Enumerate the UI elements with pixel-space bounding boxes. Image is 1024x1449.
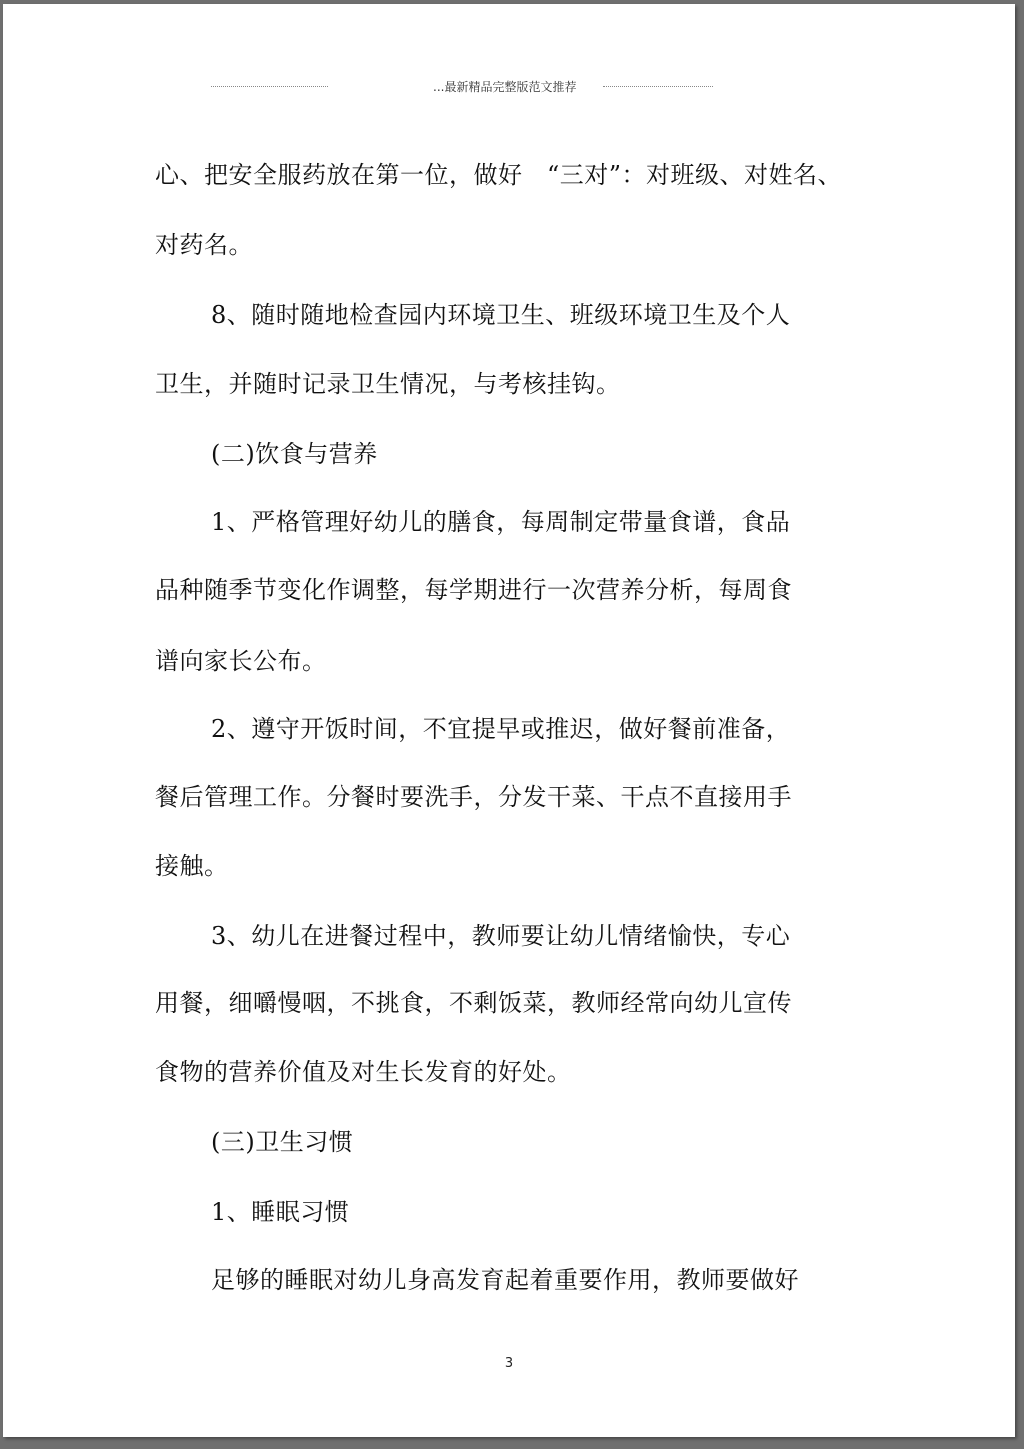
subsection-heading: 1、睡眠习惯: [211, 1198, 350, 1226]
header-rule-left: [211, 86, 328, 87]
body-line: 足够的睡眠对幼儿身高发育起着重要作用，教师要做好: [211, 1266, 799, 1294]
body-line: 品种随季节变化作调整，每学期进行一次营养分析，每周食: [155, 576, 792, 604]
body-line: 心、把安全服药放在第一位，做好 “三对”：对班级、对姓名、: [155, 161, 843, 189]
body-line: 1、严格管理好幼儿的膳食，每周制定带量食谱，食品: [211, 508, 791, 536]
body-line: 2、遵守开饭时间，不宜提早或推迟，做好餐前准备，: [211, 715, 791, 743]
body-line: 用餐，细嚼慢咽，不挑食，不剩饭菜，教师经常向幼儿宣传: [155, 989, 792, 1017]
header-rule-right: [603, 86, 713, 87]
body-line: 食物的营养价值及对生长发育的好处。: [155, 1058, 572, 1086]
body-line: 卫生，并随时记录卫生情况，与考核挂钩。: [155, 370, 621, 398]
body-line: 对药名。: [155, 231, 253, 259]
body-line: 接触。: [155, 852, 229, 880]
body-line: 8、随时随地检查园内环境卫生、班级环境卫生及个人: [211, 301, 791, 329]
section-heading: (三)卫生习惯: [211, 1128, 354, 1156]
header-text: ...最新精品完整版范文推荐: [433, 80, 577, 94]
body-line: 3、幼儿在进餐过程中，教师要让幼儿情绪愉快，专心: [211, 922, 791, 950]
page-header: [3, 78, 1015, 96]
document-page: [3, 4, 1015, 1437]
page-number: 3: [504, 1356, 514, 1371]
body-line: 餐后管理工作。分餐时要洗手，分发干菜、干点不直接用手: [155, 783, 792, 811]
section-heading: (二)饮食与营养: [211, 440, 378, 468]
body-line: 谱向家长公布。: [155, 647, 327, 675]
